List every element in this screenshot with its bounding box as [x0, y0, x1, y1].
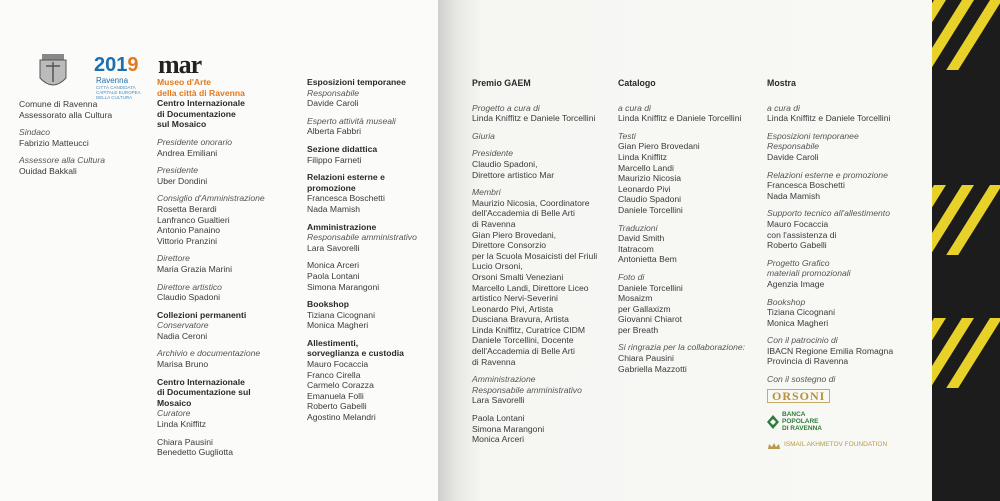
relazioni-heading-1: Relazioni esterne e	[307, 172, 385, 183]
mostra-esp-role-1: Esposizioni temporanee	[767, 130, 859, 141]
cover-edge	[932, 0, 1000, 501]
gaem-membri-line: dell'Accademia di Belle Arti	[472, 346, 575, 357]
esperto-role: Esperto attività museali	[307, 115, 396, 126]
allestimenti-name: Franco Cirella	[307, 369, 361, 380]
left-page	[0, 0, 438, 501]
gaem-membri-line: artistico Nervi-Severini	[472, 293, 558, 304]
supporto-role: Supporto tecnico all'allestimento	[767, 208, 890, 219]
grafico-role-2: materiali promozionali	[767, 268, 851, 279]
foto-name: Mosaizm	[618, 293, 653, 304]
bookshop-heading: Bookshop	[307, 299, 350, 310]
ravenna-logo-label: Ravenna	[96, 76, 129, 85]
gaem-membri-line: Linda Kniffitz, Curatrice CIDM	[472, 324, 586, 335]
gaem-progetto-name: Linda Kniffitz e Daniele Torcellini	[472, 113, 596, 124]
gaem-pres-line: Direttore artistico Mar	[472, 169, 555, 180]
allestimenti-name: Roberto Gabelli	[307, 401, 367, 412]
bank-line-3: DI RAVENNA	[782, 425, 822, 433]
resp-amm-name: Lara Savorelli	[307, 242, 360, 253]
consiglio-member: Antonio Panaino	[157, 225, 221, 236]
assessore-name: Ouidad Bakkali	[19, 165, 77, 176]
allestimenti-name: Emanuela Folli	[307, 390, 364, 401]
traduzioni-name: David Smith	[618, 233, 665, 244]
gaem-amm-role-1: Amministrazione	[472, 374, 536, 385]
testi-name: Daniele Torcellini	[618, 204, 683, 215]
esperto-name: Alberta Fabbri	[307, 126, 361, 137]
direttore-name: Maria Grazia Marini	[157, 263, 232, 274]
testi-name: Leonardo Pivi	[618, 183, 671, 194]
mostra-esp-role-2: Responsabile	[767, 141, 820, 152]
pres-onor-role: Presidente onorario	[157, 136, 233, 147]
gaem-staff-name: Monica Arceri	[472, 434, 525, 445]
foto-name: per Breath	[618, 324, 659, 335]
centro-line-3: sul Mosaico	[157, 119, 207, 130]
gaem-membri-line: Marcello Landi, Direttore Liceo	[472, 282, 589, 293]
catalogo-title: Catalogo	[618, 78, 656, 88]
patrocinio-name: Provincia di Ravenna	[767, 356, 849, 367]
gaem-title: Premio GAEM	[472, 78, 531, 88]
conservatore-role: Conservatore	[157, 320, 209, 331]
gaem-giuria-label: Giuria	[472, 130, 495, 141]
gaem-membri-line: dell'Accademia di Belle Arti	[472, 208, 575, 219]
conservatore-name: Nadia Ceroni	[157, 330, 208, 341]
gaem-membri-line: Orsoni Smalti Veneziani	[472, 271, 564, 282]
pres-onor-name: Andrea Emiliani	[157, 147, 218, 158]
staff-name: Chiara Pausini	[157, 436, 213, 447]
mostra-esp-name: Davide Caroli	[767, 151, 819, 162]
gaem-amm-role-2: Responsabile amministrativo	[472, 384, 582, 395]
allestimenti-name: Mauro Focaccia	[307, 359, 369, 370]
col-gaem	[472, 78, 612, 445]
supporto-line: Mauro Focaccia	[767, 218, 829, 229]
bank-line-1: BANCA	[782, 411, 806, 419]
testi-name: Marcello Landi	[618, 162, 674, 173]
amm-name: Simona Marangoni	[307, 281, 380, 292]
museo-line-1: Museo d'Arte	[157, 77, 212, 87]
collezioni-heading: Collezioni permanenti	[157, 309, 247, 320]
centro-line-1: Centro Internazionale	[157, 98, 245, 109]
traduzioni-name: Itatracom	[618, 243, 654, 254]
gaem-amm-name: Lara Savorelli	[472, 395, 525, 406]
allestimenti-name: Agostino Melandri	[307, 412, 376, 423]
sindaco-role: Sindaco	[19, 127, 51, 138]
didattica-name: Filippo Farneti	[307, 154, 362, 165]
yellow-stripe	[932, 0, 1000, 50]
gaem-staff-name: Simona Marangoni	[472, 423, 545, 434]
gaem-pres-line: Claudio Spadoni,	[472, 158, 538, 169]
assessore-role: Assessore alla Cultura	[19, 155, 105, 166]
testi-name: Claudio Spadoni	[618, 194, 682, 205]
patrocinio-name: IBACN Regione Emilia Romagna	[767, 345, 894, 356]
esposizioni-heading: Esposizioni temporanee	[307, 77, 406, 87]
mostra-cura-role: a cura di	[767, 102, 800, 113]
bookshop-name: Monica Magheri	[307, 320, 369, 331]
gaem-membri-line: Gian Piero Brovedani,	[472, 229, 557, 240]
catalogo-cura-name: Linda Kniffitz e Daniele Torcellini	[618, 113, 742, 124]
right-page	[438, 0, 932, 501]
resp-amm-role: Responsabile amministrativo	[307, 232, 417, 243]
supporto-line: Roberto Gabelli	[767, 240, 827, 251]
curatore-role: Curatore	[157, 408, 191, 419]
foto-name: Daniele Torcellini	[618, 282, 683, 293]
gaem-pres-role: Presidente	[472, 148, 514, 159]
archivio-role: Archivio e documentazione	[157, 348, 261, 359]
mostra-rel-name: Nada Mamish	[767, 190, 821, 201]
relazioni-name: Francesca Boschetti	[307, 193, 385, 204]
testi-name: Gian Piero Brovedani	[618, 141, 700, 152]
amm-name: Paola Lontani	[307, 270, 360, 281]
centro-line-2: di Documentazione	[157, 108, 236, 119]
amm-name: Monica Arceri	[307, 260, 360, 271]
gaem-membri-line: per la Scuola Mosaicisti del Friuli	[472, 250, 598, 261]
foto-role: Foto di	[618, 271, 645, 282]
gaem-membri-line: Daniele Torcellini, Docente	[472, 335, 574, 346]
ringrazia-name: Gabriella Mazzotti	[618, 363, 687, 374]
gaem-membri-line: Maurizio Nicosia, Coordinatore	[472, 197, 590, 208]
mostra-cura-name: Linda Kniffitz e Daniele Torcellini	[767, 113, 891, 124]
bank-line-2: POPOLARE	[782, 418, 819, 426]
testi-name: Linda Kniffitz	[618, 151, 668, 162]
gaem-membri-line: Dusciana Bravura, Artista	[472, 314, 569, 325]
mostra-bookshop-name: Tiziana Cicognani	[767, 307, 835, 318]
traduzioni-role: Traduzioni	[618, 222, 658, 233]
gaem-membri-role: Membri	[472, 187, 501, 198]
akhmetov-foundation-logo	[767, 440, 917, 451]
col-comune	[19, 99, 149, 177]
gaem-progetto-role: Progetto a cura di	[472, 102, 540, 113]
testi-role: Testi	[618, 130, 636, 141]
consiglio-member: Vittorio Pranzini	[157, 235, 218, 246]
cidm-line-1: Centro Internazionale	[157, 376, 245, 387]
archivio-name: Marisa Bruno	[157, 359, 209, 370]
gaem-membri-line: Lucio Orsoni,	[472, 261, 523, 272]
relazioni-heading-2: promozione	[307, 182, 356, 193]
allestimenti-heading-1: Allestimenti,	[307, 337, 359, 348]
dir-art-role: Direttore artistico	[157, 281, 222, 292]
consiglio-member: Lanfranco Gualtieri	[157, 214, 230, 225]
amministrazione-heading: Amministrazione	[307, 221, 377, 232]
mostra-bookshop-role: Bookshop	[767, 296, 806, 307]
bookshop-name: Tiziana Cicognani	[307, 309, 375, 320]
testi-name: Maurizio Nicosia	[618, 173, 682, 184]
ringrazia-name: Chiara Pausini	[618, 353, 674, 364]
allestimenti-name: Carmelo Corazza	[307, 380, 374, 391]
banca-popolare-logo	[767, 411, 917, 432]
yellow-stripe	[932, 318, 1000, 368]
col-staff	[307, 77, 432, 423]
ringrazia-role: Si ringrazia per la collaborazione:	[618, 342, 746, 353]
allestimenti-heading-2: sorveglianza e custodia	[307, 348, 404, 359]
didattica-heading: Sezione didattica	[307, 143, 378, 154]
catalogo-cura-role: a cura di	[618, 102, 651, 113]
staff-name: Benedetto Gugliotta	[157, 447, 233, 458]
mostra-title: Mostra	[767, 78, 796, 88]
grafico-name: Agenzia Image	[767, 278, 825, 289]
resp-role: Responsabile	[307, 87, 360, 98]
dir-art-name: Claudio Spadoni	[157, 292, 221, 303]
col-catalogo	[618, 78, 758, 374]
pres-role: Presidente	[157, 165, 199, 176]
curatore-name: Linda Kniffitz	[157, 419, 207, 430]
bank-mark-icon	[767, 415, 779, 429]
relazioni-name: Nada Mamish	[307, 203, 361, 214]
grafico-role-1: Progetto Grafico	[767, 257, 830, 268]
foto-name: Giovanni Chiarot	[618, 314, 683, 325]
sostegno-role: Con il sostegno di	[767, 374, 836, 385]
crown-icon	[767, 442, 781, 450]
sindaco-name: Fabrizio Matteucci	[19, 137, 89, 148]
consiglio-member: Rosetta Berardi	[157, 203, 217, 214]
comune-name: Comune di Ravenna	[19, 99, 98, 109]
cidm-line-3: Mosaico	[157, 397, 192, 408]
traduzioni-name: Antonietta Bem	[618, 254, 677, 265]
col-mostra	[767, 78, 917, 451]
pres-name: Uber Dondini	[157, 175, 208, 186]
ravenna-crest-icon	[36, 52, 70, 92]
patrocinio-role: Con il patrocinio di	[767, 335, 838, 346]
foto-name: per Gallaxizm	[618, 303, 671, 314]
assessorato-name: Assessorato alla Cultura	[19, 109, 113, 120]
ravenna-logo-sub: CITTÀ CANDIDATA CAPITALE EUROPEA DELLA CULTURA	[96, 85, 141, 100]
gaem-staff-name: Paola Lontani	[472, 413, 525, 424]
yellow-stripe	[932, 185, 1000, 235]
gaem-membri-line: Direttore Consorzio	[472, 240, 547, 251]
gaem-membri-line: di Ravenna	[472, 356, 516, 367]
resp-name: Davide Caroli	[307, 98, 359, 109]
foundation-name: ISMAIL AKHMETOV FOUNDATION	[784, 441, 888, 449]
gaem-membri-line: Leonardo Pivi, Artista	[472, 303, 554, 314]
mostra-bookshop-name: Monica Magheri	[767, 317, 829, 328]
consiglio-role: Consiglio d'Amministrazione	[157, 193, 265, 204]
ravenna-2019-logo: 2019	[94, 54, 139, 76]
museo-line-2: della città di Ravenna	[157, 87, 245, 98]
gaem-membri-line: di Ravenna	[472, 218, 516, 229]
mostra-rel-name: Francesca Boschetti	[767, 180, 845, 191]
mar-logo: mar	[158, 50, 202, 79]
cidm-line-2: di Documentazione sul	[157, 387, 251, 398]
col-mar	[157, 77, 297, 458]
mostra-rel-role: Relazioni esterne e promozione	[767, 169, 888, 180]
supporto-line: con l'assistenza di	[767, 229, 837, 240]
orsoni-logo: ORSONI	[767, 389, 830, 404]
direttore-role: Direttore	[157, 253, 190, 264]
